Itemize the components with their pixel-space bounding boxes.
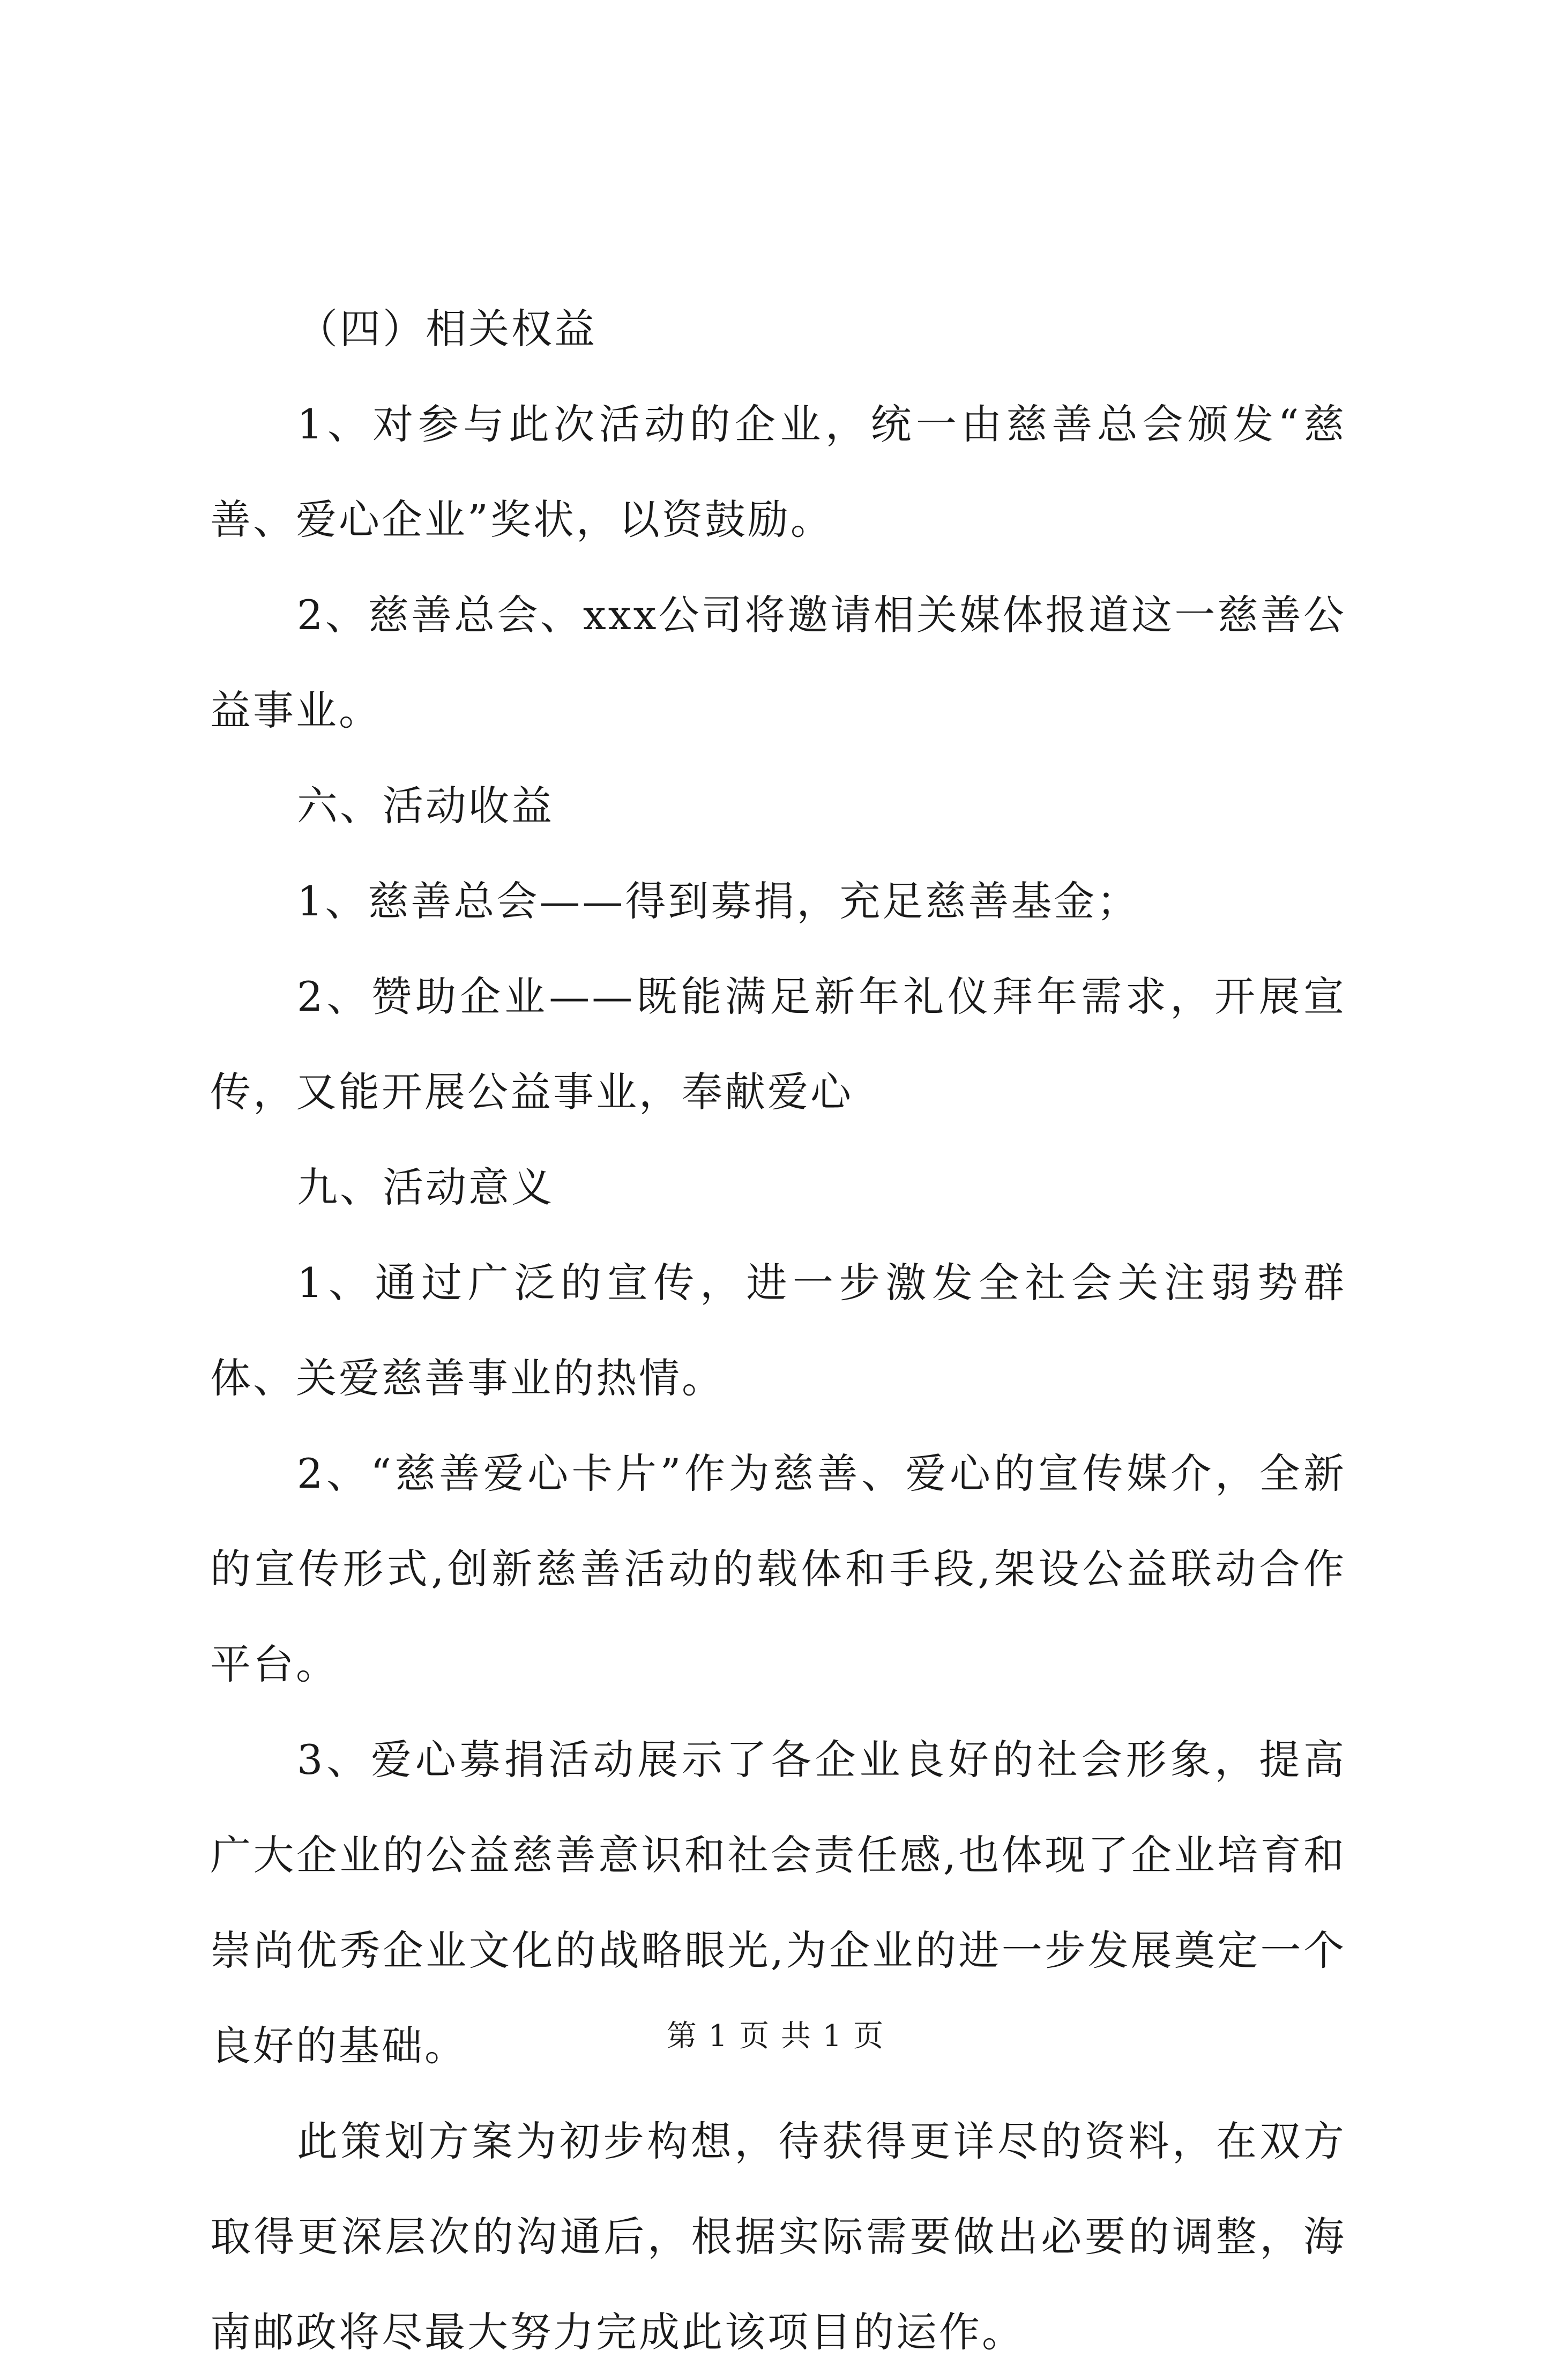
paragraph-benefits-1: 1、慈善总会——得到募捐，充足慈善基金； <box>297 877 1140 925</box>
section-heading-significance: 九、活动意义 <box>297 1163 554 1211</box>
section-heading-rights: （四）相关权益 <box>297 305 597 353</box>
document-body <box>210 281 1346 2380</box>
paragraph-conclusion: 此策划方案为初步构想，待获得更详尽的资料，在双方取得更深层次的沟通后，根据实际需要做出必要的调整，海南邮政将尽最大努力完成此该项目的运作。 <box>210 2117 1346 2356</box>
page-footer: 第 1 页 共 1 页 <box>666 2019 885 2054</box>
paragraph-significance-2: 2、“慈善爱心卡片”作为慈善、爱心的宣传媒介，全新的宣传形式,创新慈善活动的载体和手段,架设公益联动合作平台。 <box>210 1450 1346 1688</box>
paragraph-rights-2: 2、慈善总会、xxx公司将邀请相关媒体报道这一慈善公益事业。 <box>210 591 1346 734</box>
paragraph-benefits-2: 2、赞助企业——既能满足新年礼仪拜年需求，开展宣传，又能开展公益事业，奉献爱心 <box>210 973 1346 1116</box>
paragraph-significance-3: 3、爱心募捐活动展示了各企业良好的社会形象，提高广大企业的公益慈善意识和社会责任感,也体现了企业培育和崇尚优秀企业文化的战略眼光,为企业的进一步发展奠定一个良好的基础。 <box>210 1736 1346 2070</box>
paragraph-significance-1: 1、通过广泛的宣传，进一步激发全社会关注弱势群体、关爱慈善事业的热情。 <box>210 1259 1346 1402</box>
paragraph-rights-1: 1、对参与此次活动的企业，统一由慈善总会颁发“慈善、爱心企业”奖状，以资鼓励。 <box>210 400 1346 543</box>
section-heading-benefits: 六、活动收益 <box>297 782 554 830</box>
